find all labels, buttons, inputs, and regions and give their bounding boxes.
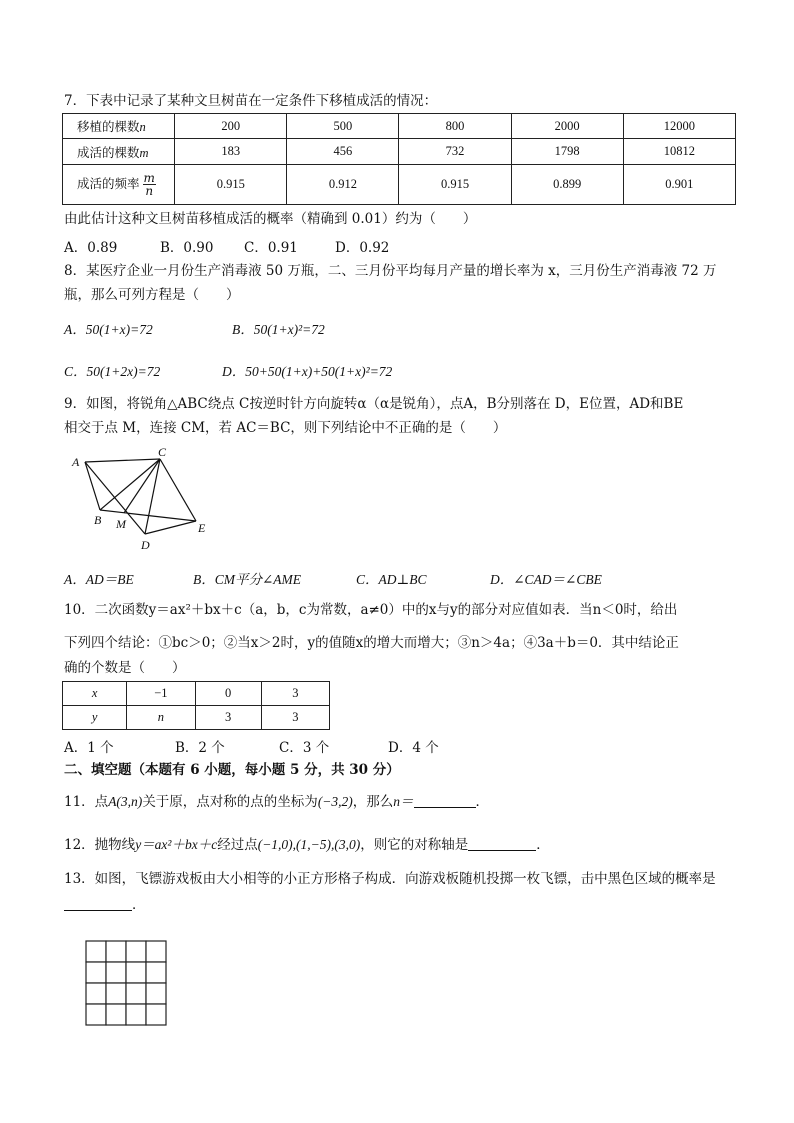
label-point-c: C <box>158 446 167 459</box>
table-cell: n <box>127 706 195 730</box>
q10-option-d[interactable]: D．4 个 <box>388 740 439 756</box>
q10-stem-line2: 下列四个结论：①bc＞0；②当x＞2时，y的值随x的增大而增大；③n＞4a；④3a＋b＝0．其中结论正 <box>64 635 679 651</box>
q9-option-c[interactable]: C．AD⊥BC <box>356 572 427 587</box>
grid-cell <box>146 941 166 962</box>
table-cell: 800 <box>399 114 511 139</box>
label-point-d: D <box>141 538 150 552</box>
q7-row2-label: 成活的棵数m <box>63 139 175 165</box>
q8-stem-line2: 瓶，那么可列方程是（ ） <box>64 287 240 303</box>
grid-cell <box>86 983 106 1004</box>
table-cell: 2000 <box>511 114 623 139</box>
q7-stem: 7．下表中记录了某种文旦树苗在一定条件下移植成活的情况： <box>64 93 438 109</box>
table-cell: 732 <box>399 139 511 165</box>
table-cell: y <box>63 706 127 730</box>
q9-triangle-rotation-figure <box>58 446 218 556</box>
q8-option-a[interactable]: A．50(1+x)=72 <box>64 322 153 337</box>
grid-cell <box>126 962 146 983</box>
q10-table <box>62 681 330 730</box>
table-cell: 1798 <box>511 139 623 165</box>
grid-cell <box>126 983 146 1004</box>
grid-cell <box>126 1004 146 1025</box>
table-cell: 3 <box>195 706 261 730</box>
q9-option-b[interactable]: B．CM平分∠AME <box>193 572 302 587</box>
grid-cell <box>106 962 126 983</box>
label-point-e: E <box>198 521 206 535</box>
table-cell: 0.915 <box>399 165 511 205</box>
grid-cell <box>86 1004 106 1025</box>
q10-table-row-y <box>63 706 330 730</box>
grid-cell <box>146 962 166 983</box>
q7-question: 由此估计这种文旦树苗移植成活的概率（精确到 0.01）约为（ ） <box>64 211 477 227</box>
table-cell: 0 <box>195 682 261 706</box>
q7-row3-label: 成活的频率 $\frac{m}{n}$ <box>63 165 175 205</box>
q10-stem-line1: 10．二次函数y＝ax²＋bx＋c（a，b，c为常数，a≠0）中的x与y的部分对应值如表．当n＜0时，给出 <box>64 602 678 618</box>
table-cell: 0.901 <box>623 165 735 205</box>
table-cell: 183 <box>175 139 287 165</box>
q7-option-a[interactable]: A．0.89 <box>64 240 118 256</box>
q11-stem: 11．点A(3,n)关于原，点对称的点的坐标为(−3,2)，那么n＝ ． <box>64 794 490 810</box>
grid-cell <box>146 1004 166 1025</box>
table-cell: 500 <box>287 114 399 139</box>
q7-option-c[interactable]: C．0.91 <box>244 240 298 256</box>
grid-cell <box>126 941 146 962</box>
table-cell: 3 <box>261 682 329 706</box>
q7-row1-label: 移植的棵数n <box>63 114 175 139</box>
table-cell: 200 <box>175 114 287 139</box>
q10-stem-line3: 确的个数是（ ） <box>64 660 186 676</box>
q7-table-row-frequency <box>63 165 736 205</box>
grid-cell <box>106 1004 126 1025</box>
table-cell: −1 <box>127 682 195 706</box>
label-point-m: M <box>116 517 126 531</box>
q10-option-a[interactable]: A．1 个 <box>64 740 114 756</box>
label-point-b: B <box>94 513 102 527</box>
q9-option-d[interactable]: D．∠CAD＝∠CBE <box>490 572 602 587</box>
table-cell: 0.899 <box>511 165 623 205</box>
fraction-m-over-n: $\frac{m}{n}$ <box>143 171 155 198</box>
q10-option-c[interactable]: C．3 个 <box>279 740 330 756</box>
q8-stem-line1: 8．某医疗企业一月份生产消毒液 50 万瓶，二、三月份平均每月产量的增长率为 x，三月份生产消毒液 72 万 <box>64 263 717 279</box>
table-cell: 456 <box>287 139 399 165</box>
q13-stem-line1: 13．如图，飞镖游戏板由大小相等的小正方形格子构成．向游戏板随机投掷一枚飞镖，击中黑色区域的概率是 <box>64 871 716 887</box>
grid-cell <box>86 962 106 983</box>
table-cell: 0.915 <box>175 165 287 205</box>
q12-answer-blank[interactable] <box>468 836 536 851</box>
q7-option-d[interactable]: D．0.92 <box>335 240 390 256</box>
q11-answer-blank[interactable] <box>414 793 476 808</box>
q10-option-b[interactable]: B．2 个 <box>175 740 225 756</box>
q10-table-row-x <box>63 682 330 706</box>
q7-table-row-transplanted <box>63 114 736 139</box>
q7-option-b[interactable]: B．0.90 <box>160 240 214 256</box>
table-cell: 10812 <box>623 139 735 165</box>
figure-lines <box>85 459 196 534</box>
q7-table <box>62 113 736 205</box>
q7-table-row-survived <box>63 139 736 165</box>
q9-stem-line1: 9．如图，将锐角△ABC绕点 C按逆时针方向旋转α（α是锐角），点A，B分别落在 D，E位置，AD和BE <box>64 396 684 412</box>
grid-cell <box>86 941 106 962</box>
q9-option-a[interactable]: A．AD＝BE <box>64 572 134 587</box>
q8-option-b[interactable]: B．50(1+x)²=72 <box>232 322 325 337</box>
grid-cell <box>146 983 166 1004</box>
table-cell: 0.912 <box>287 165 399 205</box>
grid-cell <box>106 983 126 1004</box>
q12-stem: 12．抛物线y＝ax²＋bx＋c经过点(−1,0),(1,−5),(3,0)，则它的对称轴是 ． <box>64 837 550 853</box>
q8-option-c[interactable]: C．50(1+2x)=72 <box>64 364 161 379</box>
table-cell: 3 <box>261 706 329 730</box>
section-heading-fill-in: 二、填空题（本题有 6 小题，每小题 5 分，共 30 分） <box>64 762 400 778</box>
dartboard-grid-figure <box>84 939 168 1027</box>
q13-stem-line2: ． <box>64 896 146 914</box>
label-point-a: A <box>72 455 80 469</box>
table-cell: x <box>63 682 127 706</box>
table-cell: 12000 <box>623 114 735 139</box>
grid-cell <box>106 941 126 962</box>
q8-option-d[interactable]: D．50+50(1+x)+50(1+x)²=72 <box>222 364 393 379</box>
q13-answer-blank[interactable] <box>64 896 132 911</box>
q9-stem-line2: 相交于点 M，连接 CM，若 AC＝BC，则下列结论中不正确的是（ ） <box>64 420 507 436</box>
